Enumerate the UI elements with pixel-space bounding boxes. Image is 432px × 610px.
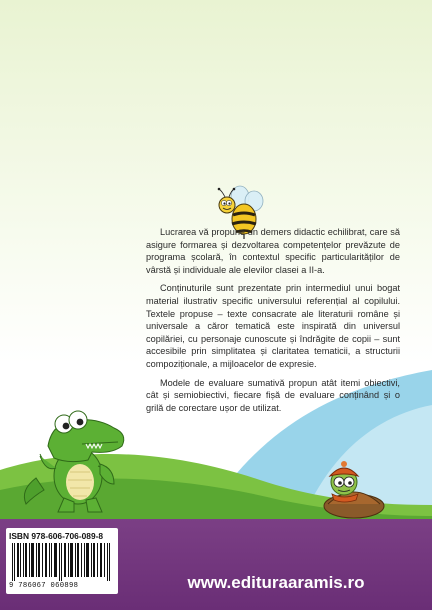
turtle-icon (318, 458, 390, 520)
barcode-digits: 9 786067 060898 (9, 582, 79, 590)
crocodile-icon (18, 398, 133, 516)
paragraph-1: Lucrarea vă propune un demers didactic echilibrat, care să asigure formarea și dezvoltarea competențelor prevăzute de programa școlară, în contextul specific particularităților de vârstă și individuale ale elevilor clasei a II-a. (146, 227, 400, 275)
paragraph-2: Conținuturile sunt prezentate prin intermediul unui bogat material ilustrativ specific universului referențial al copilului. Textele propuse – texte consacrate ale literaturii române și universale a căror tematică este inspirată din universul copilăriei, cu personaje cunoscute și îndrăgite de copii – sunt accesibile prin simplitatea și claritatea tematicii, a structurii compoziționale, a mijloacelor de expresie. (146, 283, 400, 369)
barcode-icon (10, 543, 114, 581)
isbn-label: ISBN 978-606-706-089-8 (9, 531, 104, 541)
publisher-website: www.edituraaramis.ro (187, 573, 365, 592)
barcode-area (6, 528, 118, 594)
paragraph-3: Modele de evaluare sumativă propun atât itemi obiectivi, cât și semiobiectivi, fiecare fișă de evaluare conținând și o grilă de corectare ușor de utilizat. (146, 377, 400, 413)
description-text (146, 226, 400, 420)
